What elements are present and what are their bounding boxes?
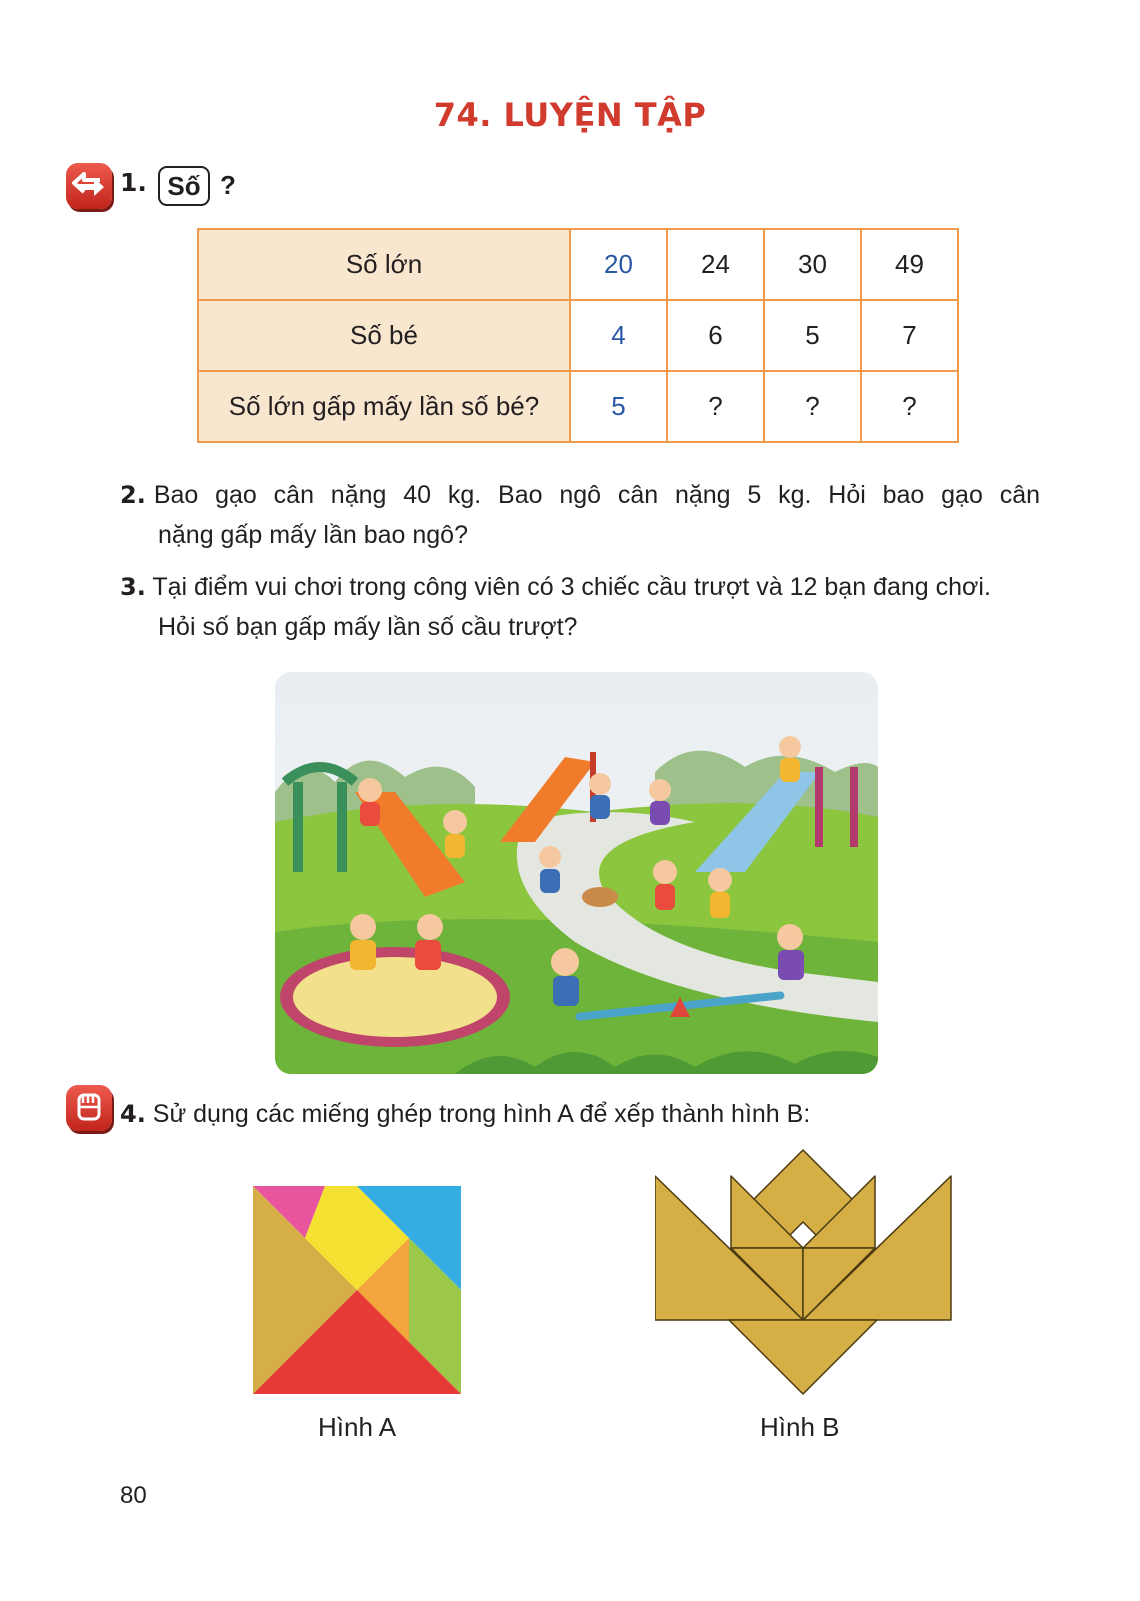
swap-arrows-icon — [66, 163, 112, 209]
answer-cell[interactable]: ? — [667, 371, 764, 442]
shape-a-label: Hình A — [318, 1412, 397, 1442]
row-label: Số bé — [198, 300, 570, 371]
question-4 — [120, 1094, 810, 1134]
playground-illustration — [275, 672, 878, 1074]
exercise-badge-icon — [66, 163, 112, 209]
shape-b-label: Hình B — [760, 1412, 840, 1442]
question-1-number: 1. — [120, 168, 147, 197]
table-row — [198, 371, 958, 442]
table-cell: 49 — [861, 229, 958, 300]
question-2-line-2: nặng gấp mấy lần bao ngô? — [158, 521, 468, 549]
question-4-text: Sử dụng các miếng ghép trong hình A để xếp thành hình B: — [152, 1100, 811, 1128]
page-title: 74. LUYỆN TẬP — [433, 96, 707, 134]
table-cell: 5 — [570, 371, 667, 442]
table-cell: 30 — [764, 229, 861, 300]
table-cell: 5 — [764, 300, 861, 371]
row-label: Số lớn — [198, 229, 570, 300]
question-3 — [120, 567, 1040, 647]
answer-cell[interactable]: ? — [861, 371, 958, 442]
tangram-shape-b — [655, 1146, 955, 1396]
table-cell: 24 — [667, 229, 764, 300]
question-2-number: 2. — [120, 481, 146, 509]
exercise-badge-icon — [66, 1085, 112, 1131]
hand-icon — [66, 1085, 112, 1131]
ratio-table — [197, 228, 959, 443]
question-2-line-1: Bao gạo cân nặng 40 kg. Bao ngô cân nặng 5 kg. Hỏi bao gạo cân — [153, 481, 1040, 509]
tangram-shape-a — [253, 1186, 461, 1394]
table-row — [198, 300, 958, 371]
question-mark: ? — [220, 170, 236, 200]
table-cell: 4 — [570, 300, 667, 371]
row-label: Số lớn gấp mấy lần số bé? — [198, 371, 570, 442]
table-cell: 20 — [570, 229, 667, 300]
page-number: 80 — [120, 1482, 147, 1509]
question-3-number: 3. — [120, 573, 146, 601]
table-cell: 6 — [667, 300, 764, 371]
table-cell: 7 — [861, 300, 958, 371]
question-2 — [120, 475, 1040, 555]
table-row — [198, 229, 958, 300]
question-4-number: 4. — [120, 1100, 146, 1128]
question-3-line-2: Hỏi số bạn gấp mấy lần số cầu trượt? — [158, 613, 578, 641]
question-3-line-1: Tại điểm vui chơi trong công viên có 3 chiếc cầu trượt và 12 bạn đang chơi. — [152, 573, 991, 601]
answer-cell[interactable]: ? — [764, 371, 861, 442]
number-box-label: Số — [158, 166, 210, 206]
